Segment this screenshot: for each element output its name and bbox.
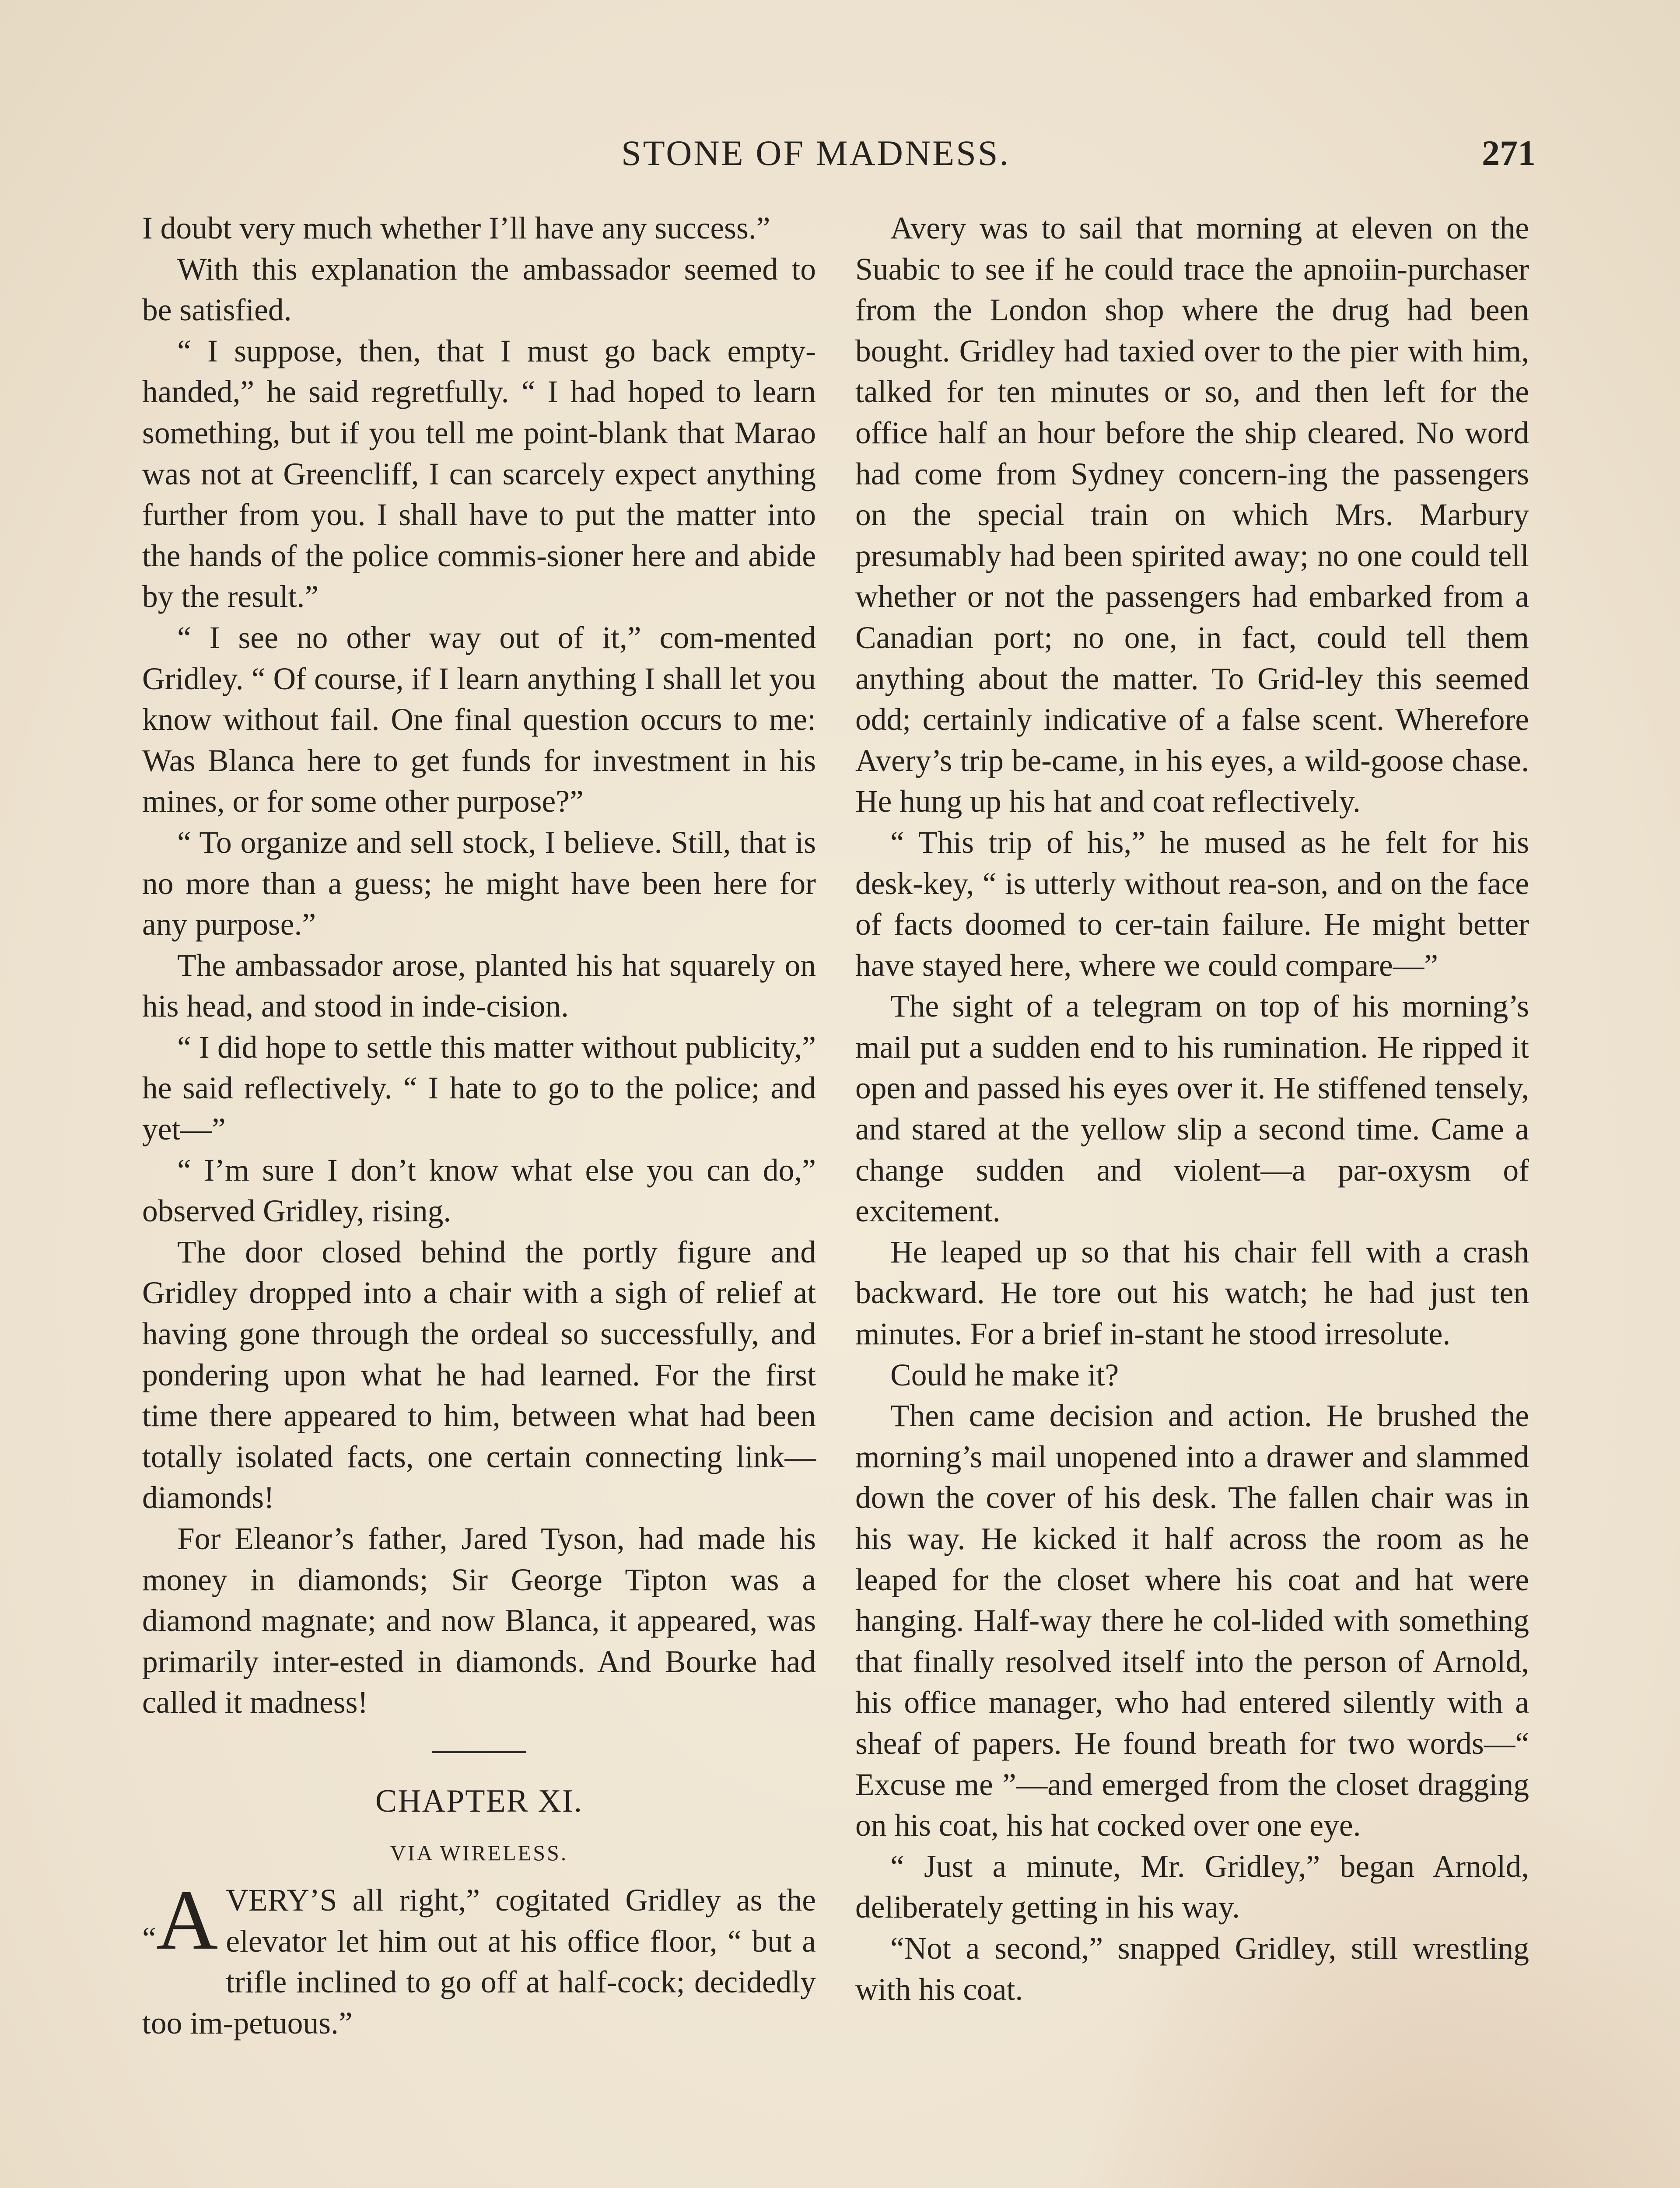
- paragraph: The ambassador arose, planted his hat squarely on his head, and stood in inde-cision.: [142, 948, 816, 1024]
- left-column: [142, 208, 816, 2044]
- chapter-subtitle: VIA WIRELESS.: [390, 1840, 568, 1865]
- right-column: [855, 208, 1529, 2010]
- drop-cap-letter: A: [156, 1872, 218, 1967]
- running-title: STONE OF MADNESS.: [621, 133, 1010, 173]
- paragraph: “Not a second,” snapped Gridley, still wrestling with his coat.: [855, 1931, 1529, 2007]
- paragraph: “ I’m sure I don’t know what else you can do,” observed Gridley, rising.: [142, 1153, 816, 1229]
- chapter-opening-paragraph: [142, 1872, 816, 2044]
- paragraph: I doubt very much whether I’ll have any success.”: [142, 211, 770, 245]
- drop-cap: [142, 1872, 226, 1974]
- chapter-opening-text: VERY’S all right,” cogitated Gridley as the elevator let him out at his office floor, “ but a trifle inclined to go off at half-cock; decidedly too im-petuous.”: [142, 1883, 816, 2041]
- paragraph: “ I see no other way out of it,” com-mented Gridley. “ Of course, if I learn anything I shall let you know without fail. One final question occurs to me: Was Blanca here to get funds for investment in his mines, or for some other purpose?”: [142, 620, 816, 819]
- paragraph: “ I did hope to settle this matter without publicity,” he said reflectively. “ I hate to go to the police; and yet—”: [142, 1030, 816, 1147]
- paragraph: Could he make it?: [890, 1357, 1119, 1392]
- paragraph: He leaped up so that his chair fell with a crash backward. He tore out his watch; he had just ten minutes. For a brief in-stant he stood irresolute.: [855, 1234, 1529, 1352]
- section-divider: [432, 1751, 526, 1753]
- paragraph: “ I suppose, then, that I must go back empty-handed,” he said regretfully. “ I had hoped to learn something, but if you tell me point-blank that Marao was not at Greencliff, I can scarcely expect anything further from you. I shall have to put the matter into the hands of the police commis-sioner here and abide by the result.”: [142, 333, 816, 614]
- paragraph: “ This trip of his,” he mused as he felt for his desk-key, “ is utterly without rea-son, and on the face of facts doomed to cer-tain failure. He might better have stayed here, where we could compare—”: [855, 825, 1529, 983]
- paragraph: “ To organize and sell stock, I believe. Still, that is no more than a guess; he might have been here for any purpose.”: [142, 825, 816, 942]
- paragraph: The sight of a telegram on top of his morning’s mail put a sudden end to his rumination. He ripped it open and passed his eyes over it. He stiffened tensely, and stared at the yellow slip a second time. Came a change sudden and violent—a par-oxysm of excitement.: [855, 989, 1529, 1229]
- paragraph: The door closed behind the portly figure and Gridley dropped into a chair with a sigh of relief at having gone through the ordeal so successfully, and pondering upon what he had learned. For the first time there appeared to him, between what had been totally isolated facts, one certain connecting link—diamonds!: [142, 1234, 816, 1515]
- page-number: 271: [1482, 133, 1536, 173]
- paragraph: Then came decision and action. He brushed the morning’s mail unopened into a drawer and slammed down the cover of his desk. The fallen chair was in his way. He kicked it half across the room as he leaped for the closet where his coat and hat were hanging. Half-way there he col-lided with something that finally resolved itself into the person of Arnold, his office manager, who had entered silently with a sheaf of papers. He found breath for two words—“ Excuse me ”—and emerged from the closet dragging on his coat, his hat cocked over one eye.: [855, 1399, 1529, 1843]
- paragraph: For Eleanor’s father, Jared Tyson, had made his money in diamonds; Sir George Tipton was a diamond magnate; and now Blanca, it appeared, was primarily inter-ested in diamonds. And Bourke had called it madness!: [142, 1522, 816, 1720]
- chapter-heading: CHAPTER XI.: [375, 1783, 583, 1819]
- opening-quote: “: [142, 1921, 156, 1956]
- paragraph: With this explanation the ambassador seemed to be satisfied.: [142, 252, 816, 328]
- paragraph: Avery was to sail that morning at eleven on the Suabic to see if he could trace the apnoiin-purchaser from the London shop where the drug had been bought. Gridley had taxied over to the pier with him, talked for ten minutes or so, and then left for the office half an hour before the ship cleared. No word had come from Sydney concern-ing the passengers on the special train on which Mrs. Marbury presumably had been spirited away; no one could tell whether or not the passengers had embarked from a Canadian port; no one, in fact, could tell them anything about the matter. To Grid-ley this seemed odd; certainly indicative of a false scent. Wherefore Avery’s trip be-came, in his eyes, a wild-goose chase. He hung up his hat and coat reflectively.: [855, 211, 1529, 819]
- paragraph: “ Just a minute, Mr. Gridley,” began Arnold, deliberately getting in his way.: [855, 1849, 1529, 1925]
